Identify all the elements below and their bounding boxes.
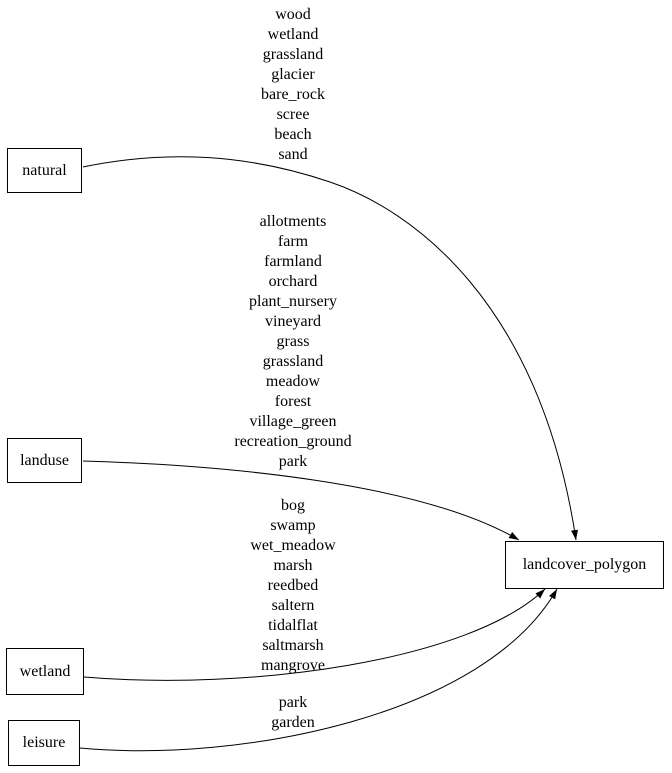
node-landuse xyxy=(7,438,82,483)
edge-value: meadow xyxy=(265,373,321,390)
edge-value: village_green xyxy=(249,413,337,430)
node-natural xyxy=(7,148,82,193)
edge-value: bog xyxy=(281,497,305,514)
edge-value: garden xyxy=(271,714,315,731)
edge-value: recreation_ground xyxy=(234,433,352,450)
edge-value: scree xyxy=(276,106,310,123)
edge-value: mangrove xyxy=(261,657,325,674)
edge-value: vineyard xyxy=(265,313,321,330)
edge-value: forest xyxy=(274,393,312,410)
edge-value: orchard xyxy=(268,273,318,290)
edge-value: sand xyxy=(278,146,308,163)
node-landuse-label: landuse xyxy=(20,451,69,469)
edge-value: farmland xyxy=(264,253,322,270)
node-landcover-polygon-label: landcover_polygon xyxy=(522,556,647,573)
edge-value: saltern xyxy=(271,597,315,614)
edge-label-wetland-values xyxy=(250,496,335,676)
edge-value: wood xyxy=(275,6,311,23)
edge-value: park xyxy=(278,694,308,711)
edge-value: swamp xyxy=(270,517,316,534)
edge-value: tidalflat xyxy=(268,617,318,634)
edge-value: reedbed xyxy=(267,577,319,594)
edge-value: farm xyxy=(277,233,309,250)
edge-value: allotments xyxy=(259,213,327,230)
node-wetland xyxy=(6,648,84,695)
edge-value: bare_rock xyxy=(261,86,325,103)
edge-value: plant_nursery xyxy=(249,293,337,310)
edge-value: glacier xyxy=(271,66,315,83)
node-leisure-label: leisure xyxy=(22,734,66,751)
edge-value: marsh xyxy=(273,557,313,574)
node-wetland-label: wetland xyxy=(19,662,71,680)
edge-label-natural-values xyxy=(261,5,325,165)
edge-value: saltmarsh xyxy=(262,637,324,654)
edge-value: wet_meadow xyxy=(250,537,336,554)
edge-value: park xyxy=(278,453,308,470)
edge-label-leisure-values xyxy=(271,693,315,733)
edge-value: grassland xyxy=(262,353,324,370)
edge-value: grassland xyxy=(262,46,324,63)
edge-value: wetland xyxy=(267,26,319,43)
node-landcover-polygon xyxy=(505,541,664,589)
edge-label-landuse-values xyxy=(234,212,351,472)
node-leisure xyxy=(8,720,80,766)
edge-value: beach xyxy=(274,126,312,143)
edge-value: grass xyxy=(276,333,310,350)
node-natural-label: natural xyxy=(22,161,67,179)
